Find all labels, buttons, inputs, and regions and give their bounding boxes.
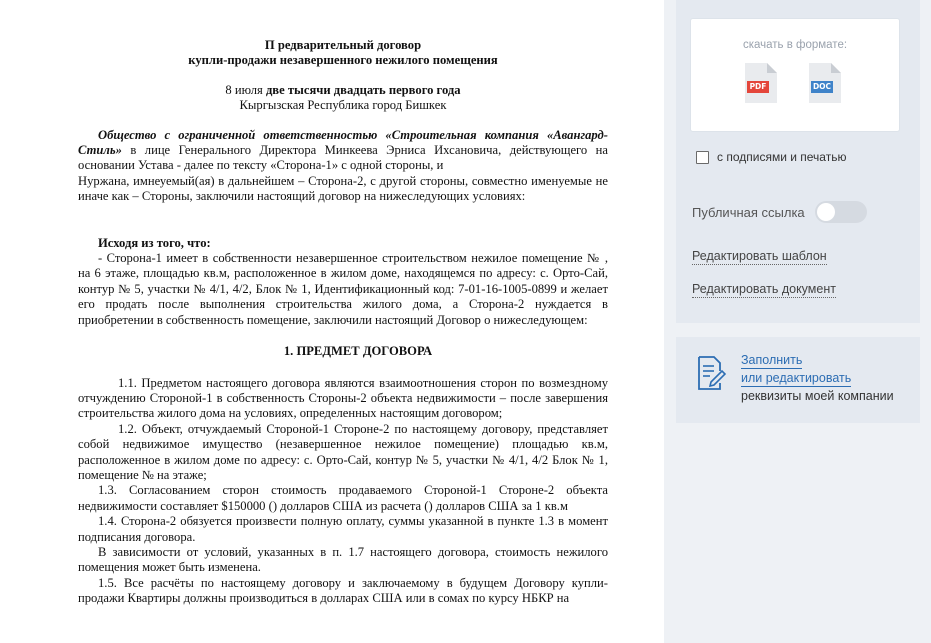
doc-date-prefix: 8 июля: [225, 82, 266, 97]
signatures-checkbox[interactable]: [696, 151, 709, 164]
doc-title-line1: П редварительный договор: [264, 38, 422, 52]
pdf-file-icon[interactable]: [745, 63, 777, 103]
download-label: скачать в формате:: [742, 39, 848, 51]
company-details-label: реквизиты моей компании: [741, 389, 894, 403]
doc-whereas-heading: Исходя из того, что:: [98, 235, 211, 250]
edit-document-link[interactable]: Редактировать документ: [692, 282, 836, 296]
sidebar: [664, 0, 931, 643]
doc-clause-1-5: 1.5. Все расчёты по настоящему договору и заключаемому в будущем Договору купли-продажи Квартиры должны производиться в долларах США или в сомах по курсу НБКР на: [78, 575, 608, 606]
public-link-label: Публичная ссылка: [692, 204, 805, 220]
doc-clause-1-1: 1.1. Предметом настоящего договора являются взаимоотношения сторон по возмездному отчуждению Стороной-1 в собственность Стороны-2 объекта недвижимости – после завершения строительства жилого дома на условиях, определенных настоящим договором;: [78, 375, 608, 421]
doc-clause-1-2: 1.2. Объект, отчуждаемый Стороной-1 Стороне-2 по настоящему договору, представляет собой недвижимое имущество (незавершенное нежилое помещение) площадью кв.м, расположенное в жилом доме по адресу: с. Орто-Сай, контур № 5, участки № 4/1, 4/2 Блок № 1, помещение № на этаже;: [78, 421, 608, 482]
edit-document-icon: [696, 355, 726, 391]
doc-title-line2: купли-продажи незавершенного нежилого помещения: [188, 53, 498, 68]
document-actions-card: [676, 0, 920, 323]
public-link-toggle[interactable]: [815, 201, 867, 223]
fill-link[interactable]: Заполнить: [741, 353, 803, 367]
company-details-card: [676, 337, 920, 423]
doc-party1-rest: в лице Генерального Директора Минкеева Эрниса Ихсановича, действующего на основании Устава - далее по тексту «Сторона-1» с одной стороны, и: [78, 143, 608, 173]
doc-party1-name: Общество с ограниченной ответственностью «Строительная компания «Авангард-Стиль»: [78, 127, 608, 158]
doc-place: Кыргызская Республика город Бишкек: [239, 98, 447, 113]
doc-party2: Нуржана, имнеуемый(ая) в дальнейшем – Сторона-2, с другой стороны, совместно именуемые не иначе как – Стороны, заключили настоящий договор на нижеследующих условиях:: [78, 173, 608, 204]
doc-label: DOC: [812, 82, 832, 91]
signatures-option[interactable]: [696, 150, 846, 164]
doc-date-bold: две тысячи двадцать первого года: [265, 82, 461, 97]
doc-clause-1-4b: В зависимости от условий, указанных в п. 1.7 настоящего договора, стоимость нежилого помещения может быть изменена.: [78, 544, 608, 575]
doc-date: [78, 83, 608, 98]
pdf-label: PDF: [747, 81, 769, 93]
edit-template-link[interactable]: Редактировать шаблон: [692, 249, 827, 263]
signatures-label: с подписями и печатью: [717, 150, 847, 164]
toggle-knob: [817, 203, 835, 221]
public-link-row: [692, 201, 867, 223]
company-details-text: [741, 351, 894, 405]
doc-section1-title: 1. ПРЕДМЕТ ДОГОВОРА: [283, 344, 433, 359]
document-page: [78, 38, 608, 607]
doc-whereas-text: - Сторона-1 имеет в собственности незавершенное строительством нежилое помещение № , на 6 этаже, площадью кв.м, расположенное в жилом доме, находящемся по адресу: с. Орто-Сай, контур № 5, участки № 4/1, 4/2, Блок № 1, Идентификационный код: 7-01-16-1005-0899 и желает его продать после выполнения строительства жилого дома, а Сторона-2 нуждается в приобретении в собственность помещение, заключили настоящий Договор о нижеследующем:: [78, 251, 608, 327]
doc-clause-1-4: 1.4. Сторона-2 обязуется произвести полную оплату, суммы указанной в пункте 1.3 в момент подписания договора.: [78, 514, 608, 544]
doc-clause-1-3: 1.3. Согласованием сторон стоимость продаваемого Стороной-1 Стороне-2 объекта недвижимости составляет $150000 () долларов США из расчета () долларов США за 1 кв.м: [78, 483, 608, 513]
doc-file-icon[interactable]: [809, 63, 841, 103]
doc-party1: [78, 128, 608, 174]
download-box: [690, 18, 900, 132]
edit-link[interactable]: или редактировать: [741, 371, 852, 385]
